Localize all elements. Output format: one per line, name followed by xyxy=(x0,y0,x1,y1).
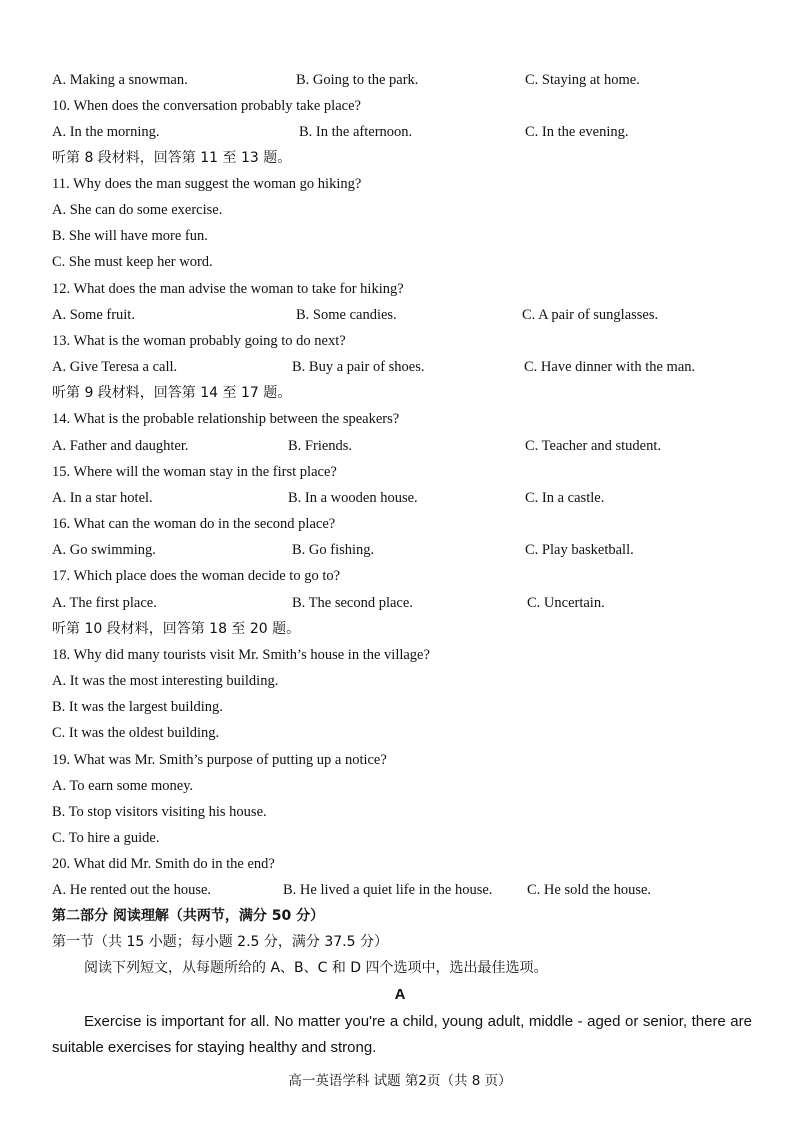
reading-instruction: 阅读下列短文，从每题所给的 A、B、C 和 D 四个选项中，选出最佳选项。 xyxy=(84,960,548,976)
passage-paragraph: Exercise is important for all. No matter you're a child, young adult, middle - aged or senior, there are suitable exercises for staying healthy and strong. xyxy=(52,1013,752,1056)
q11-option-a: A. She can do some exercise. xyxy=(52,202,223,218)
q18-stem: 18. Why did many tourists visit Mr. Smith’s house in the village? xyxy=(52,647,430,663)
q10-option-c: C. In the evening. xyxy=(525,124,629,140)
q15-option-c: C. In a castle. xyxy=(525,490,605,506)
q19-option-c: C. To hire a guide. xyxy=(52,830,160,846)
q20-option-c: C. He sold the house. xyxy=(527,882,652,898)
q10-option-b: B. In the afternoon. xyxy=(299,124,413,140)
q16-option-c: C. Play basketball. xyxy=(525,542,634,558)
q15-stem: 15. Where will the woman stay in the first place? xyxy=(52,464,337,480)
passage-letter: A xyxy=(394,986,406,1003)
q14-option-b: B. Friends. xyxy=(288,438,353,454)
q9-option-b: B. Going to the park. xyxy=(296,72,419,88)
q16-option-a: A. Go swimming. xyxy=(52,542,156,558)
q10-stem: 10. When does the conversation probably take place? xyxy=(52,98,361,114)
q12-option-c: C. A pair of sunglasses. xyxy=(522,307,659,323)
q9-option-c: C. Staying at home. xyxy=(525,72,640,88)
q18-option-a: A. It was the most interesting building. xyxy=(52,673,279,689)
section-10-title: 听第 10 段材料，回答第 18 至 20 题。 xyxy=(52,621,301,637)
q20-option-b: B. He lived a quiet life in the house. xyxy=(283,882,493,898)
q17-stem: 17. Which place does the woman decide to go to? xyxy=(52,568,341,584)
q13-option-c: C. Have dinner with the man. xyxy=(524,359,696,375)
q20-stem: 20. What did Mr. Smith do in the end? xyxy=(52,856,275,872)
q17-option-a: A. The first place. xyxy=(52,595,157,611)
section-8-title: 听第 8 段材料，回答第 11 至 13 题。 xyxy=(52,150,292,166)
q12-option-b: B. Some candies. xyxy=(296,307,397,323)
part-2-title: 第二部分 阅读理解（共两节，满分 50 分） xyxy=(52,908,325,924)
q16-stem: 16. What can the woman do in the second place? xyxy=(52,516,336,532)
q19-option-b: B. To stop visitors visiting his house. xyxy=(52,804,267,820)
q11-option-b: B. She will have more fun. xyxy=(52,228,208,244)
q19-stem: 19. What was Mr. Smith’s purpose of putting up a notice? xyxy=(52,752,387,768)
q13-stem: 13. What is the woman probably going to do next? xyxy=(52,333,346,349)
q13-option-b: B. Buy a pair of shoes. xyxy=(292,359,425,375)
q10-option-a: A. In the morning. xyxy=(52,124,160,140)
page-footer: 高一英语学科 试题 第2页（共 8 页） xyxy=(288,1073,512,1089)
section-9-title: 听第 9 段材料，回答第 14 至 17 题。 xyxy=(52,385,292,401)
q13-option-a: A. Give Teresa a call. xyxy=(52,359,178,375)
q20-option-a: A. He rented out the house. xyxy=(52,882,212,898)
q14-option-a: A. Father and daughter. xyxy=(52,438,189,454)
q17-option-b: B. The second place. xyxy=(292,595,413,611)
q11-stem: 11. Why does the man suggest the woman go hiking? xyxy=(52,176,362,192)
q16-option-b: B. Go fishing. xyxy=(292,542,375,558)
q15-option-b: B. In a wooden house. xyxy=(288,490,418,506)
q12-stem: 12. What does the man advise the woman to take for hiking? xyxy=(52,281,404,297)
q18-option-b: B. It was the largest building. xyxy=(52,699,223,715)
q19-option-a: A. To earn some money. xyxy=(52,778,194,794)
q12-option-a: A. Some fruit. xyxy=(52,307,135,323)
q11-option-c: C. She must keep her word. xyxy=(52,254,213,270)
q14-stem: 14. What is the probable relationship between the speakers? xyxy=(52,411,400,427)
q15-option-a: A. In a star hotel. xyxy=(52,490,153,506)
q9-option-a: A. Making a snowman. xyxy=(52,72,188,88)
section-1-title: 第一节（共 15 小题；每小题 2.5 分，满分 37.5 分） xyxy=(52,934,388,950)
q17-option-c: C. Uncertain. xyxy=(527,595,605,611)
q14-option-c: C. Teacher and student. xyxy=(525,438,662,454)
q18-option-c: C. It was the oldest building. xyxy=(52,725,220,741)
